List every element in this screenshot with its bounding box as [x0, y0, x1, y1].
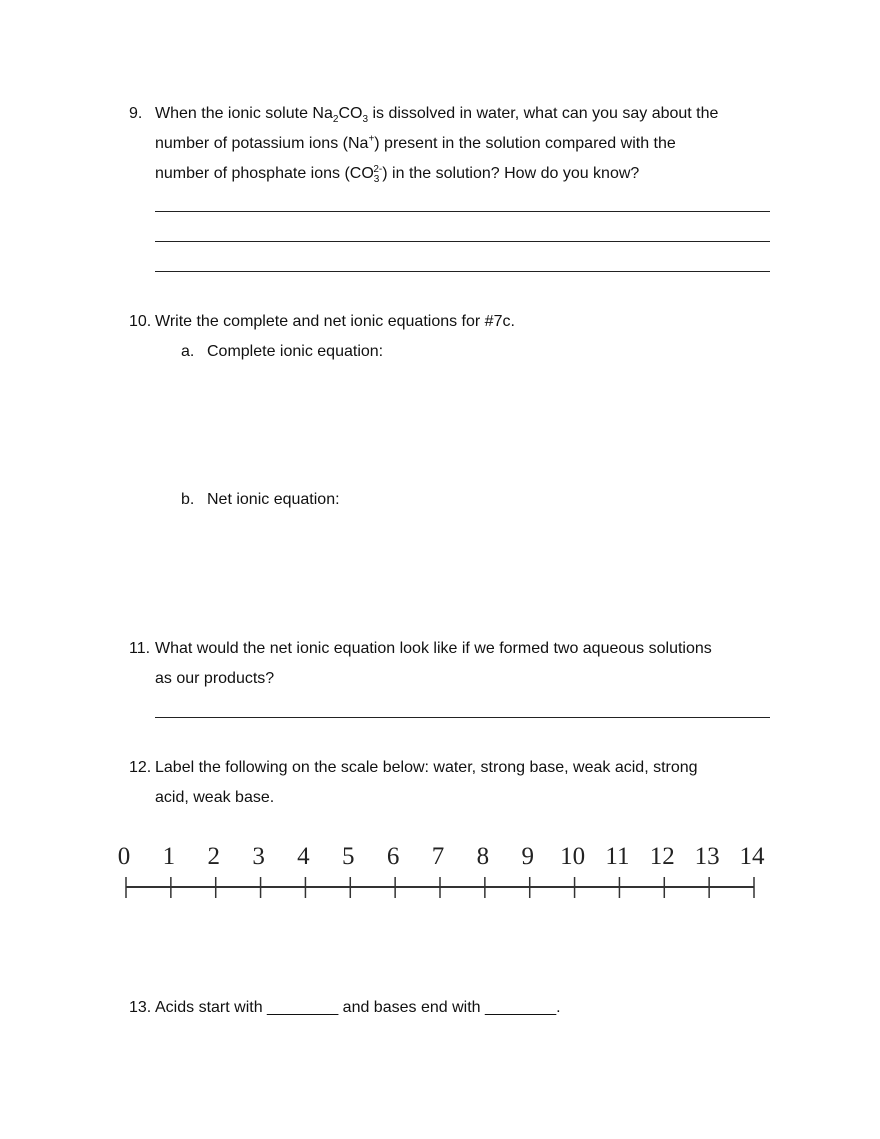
scale-label: 2 [207, 843, 220, 870]
scale-label: 13 [694, 843, 720, 870]
scale-label: 8 [476, 843, 490, 870]
subscript: 3 [362, 114, 368, 126]
text: CO [338, 105, 363, 122]
text: ) present in the solution compared with the [374, 135, 676, 152]
question-13-number: 13. [129, 999, 152, 1016]
question-10b-text: Net ionic equation: [207, 491, 340, 508]
scale-label: 1 [162, 843, 176, 870]
blank-1[interactable]: ________ [267, 999, 339, 1016]
blank-2[interactable]: ________ [484, 999, 557, 1016]
question-10b-marker: b. [181, 491, 195, 508]
question-10-text: Write the complete and net ionic equations for #7c. [155, 313, 515, 330]
text: and bases end with [338, 999, 485, 1016]
question-11-line-2: as our products? [155, 670, 275, 687]
scale-label: 9 [521, 843, 534, 870]
subscript: 3 [373, 174, 380, 186]
text: Acids start with [155, 999, 268, 1016]
scale-label: 0 [117, 843, 131, 870]
question-11-number: 11. [129, 640, 151, 657]
question-9-number: 9. [129, 105, 143, 122]
text: . [556, 999, 561, 1016]
text: is dissolved in water, what can you say about the [368, 105, 719, 122]
text: ) in the solution? How do you know? [382, 165, 640, 182]
question-11-line-1: What would the net ionic equation look like if we formed two aqueous solutions [155, 640, 712, 657]
question-12-line-1: Label the following on the scale below: water, strong base, weak acid, strong [155, 759, 698, 776]
question-10a-marker: a. [181, 343, 195, 360]
scale-label: 3 [252, 843, 265, 870]
text: number of phosphate ions (CO [155, 165, 374, 182]
scale-label: 5 [342, 843, 355, 870]
question-13-text [155, 998, 561, 1018]
scale-label: 11 [605, 843, 630, 870]
scale-label: 10 [560, 843, 586, 870]
text: When the ionic solute Na [155, 105, 333, 122]
question-12-line-2: acid, weak base. [155, 789, 275, 806]
scale-label: 12 [649, 843, 675, 870]
superscript: 2- [373, 163, 383, 175]
question-10a-text: Complete ionic equation: [207, 343, 384, 360]
text: number of potassium ions (Na [155, 135, 369, 152]
scale-label: 4 [297, 843, 310, 870]
scale-label: 14 [739, 843, 765, 870]
question-10-number: 10. [129, 313, 152, 330]
question-12-number: 12. [129, 759, 152, 776]
subscript: 2 [332, 114, 339, 126]
scale-label: 6 [386, 843, 400, 870]
scale-label: 7 [431, 843, 445, 870]
superscript: + [368, 133, 375, 145]
